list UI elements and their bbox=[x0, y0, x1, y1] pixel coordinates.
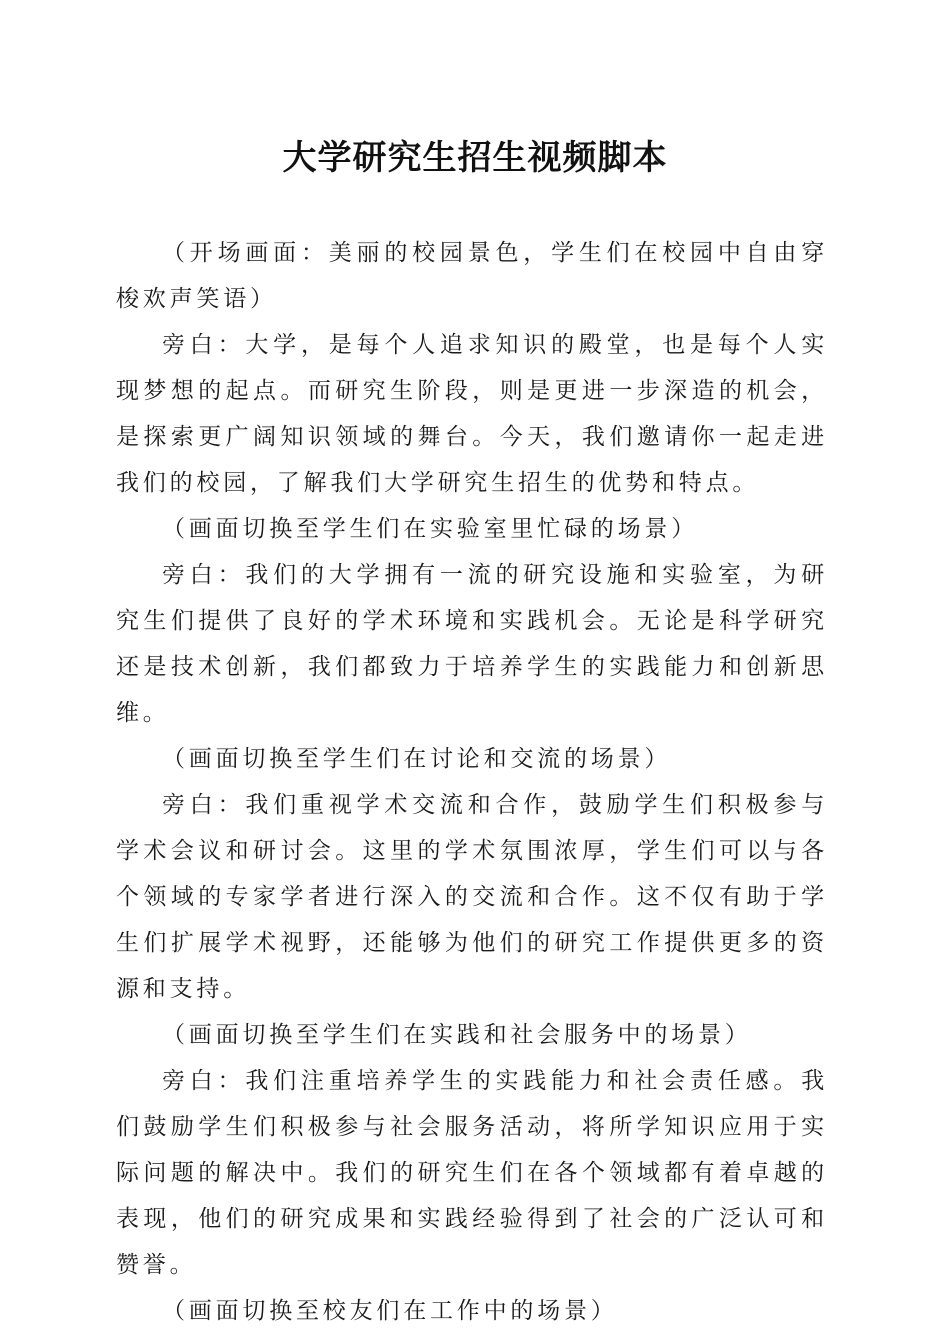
paragraph-narration-service: 旁白：我们注重培养学生的实践能力和社会责任感。我们鼓励学生们积极参与社会服务活动，将所学知识应用于实际问题的解决中。我们的研究生们在各个领域都有着卓越的表现，他们的研究成果和实践经验得到了社会的广泛认可和赞誉。 bbox=[116, 1068, 828, 1278]
paragraph-narration-discussion: 旁白：我们重视学术交流和合作，鼓励学生们积极参与学术会议和研讨会。这里的学术氛围浓厚，学生们可以与各个领域的专家学者进行深入的交流和合作。这不仅有助于学生们扩展学术视野，还能够为他们的研究工作提供更多的资源和支持。 bbox=[116, 792, 828, 1002]
paragraph-scene-discussion: （画面切换至学生们在讨论和交流的场景） bbox=[162, 746, 672, 772]
paragraph-scene-alumni: （画面切换至校友们在工作中的场景） bbox=[162, 1298, 618, 1324]
paragraph-narration-intro: 旁白：大学，是每个人追求知识的殿堂，也是每个人实现梦想的起点。而研究生阶段，则是更进一步深造的机会，是探索更广阔知识领域的舞台。今天，我们邀请你一起走进我们的校园，了解我们大学研究生招生的优势和特点。 bbox=[116, 332, 828, 496]
document-body bbox=[116, 230, 828, 1334]
paragraph-scene-lab: （画面切换至学生们在实验室里忙碌的场景） bbox=[162, 516, 698, 542]
paragraph-opening-scene: （开场画面：美丽的校园景色，学生们在校园中自由穿梭欢声笑语） bbox=[116, 240, 828, 312]
paragraph-narration-lab: 旁白：我们的大学拥有一流的研究设施和实验室，为研究生们提供了良好的学术环境和实践机会。无论是科学研究还是技术创新，我们都致力于培养学生的实践能力和创新思维。 bbox=[116, 562, 828, 726]
document-title: 大学研究生招生视频脚本 bbox=[282, 138, 668, 178]
paragraph-scene-service: （画面切换至学生们在实践和社会服务中的场景） bbox=[162, 1022, 752, 1048]
